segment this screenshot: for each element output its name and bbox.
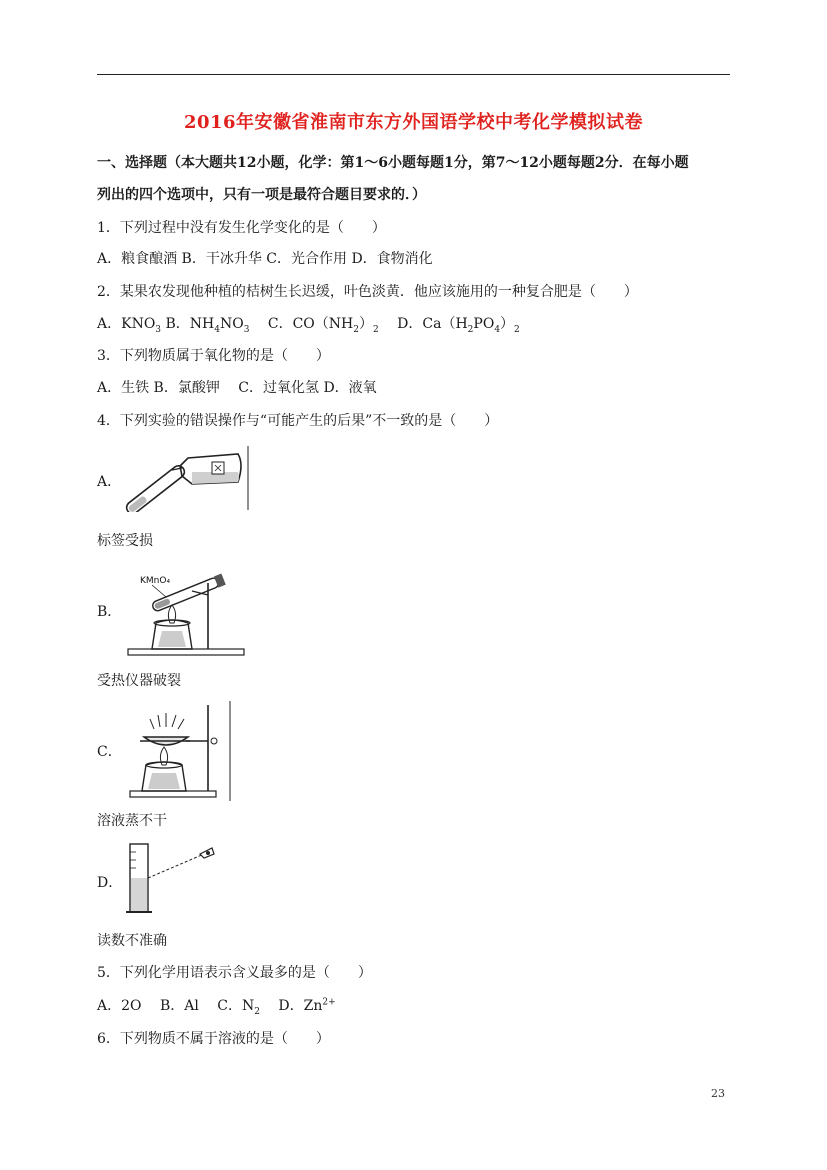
question-2-stem: 2．某果农发现他种植的桔树生长迟缓，叶色淡黄．他应该施用的一种复合肥是（ ） [97,284,638,300]
evaporating-dish-figure [126,701,236,801]
question-5-stem: 5．下列化学用语表示含义最多的是（ ） [97,965,372,981]
question-4-option-c-label: C． [97,744,122,760]
page-title: 2016年安徽省淮南市东方外国语学校中考化学模拟试卷 [183,112,644,133]
heating-kmno4-figure [122,561,246,657]
kmno4-label: KMnO₄ [140,576,171,586]
question-1-options: A．粮食酿酒 B．干冰升华 C．光合作用 D．食物消化 [97,251,433,267]
section-heading-line1: 一、选择题（本大题共12小题，化学：第1～6小题每题1分，第7～12小题每题2分．在每小题 [97,155,689,171]
page-number: 23 [711,1087,725,1100]
question-4-option-d-caption: 读数不准确 [97,933,167,949]
question-4-option-c-caption: 溶液蒸不干 [97,813,167,829]
question-1-stem: 1．下列过程中没有发生化学变化的是（ ） [97,220,386,236]
header-rule [97,74,730,75]
question-3-options: A．生铁 B．氯酸钾 C．过氧化氢 D．液氧 [97,380,377,396]
question-4-option-a-caption: 标签受损 [97,533,153,549]
question-3-stem: 3．下列物质属于氧化物的是（ ） [97,348,330,364]
question-5-options: A．2O B．Al C．$N_2$ D．$Zn^{2+}$ [97,997,336,1017]
question-4-option-b-label: B． [97,604,122,620]
question-6-stem: 6．下列物质不属于溶液的是（ ） [97,1031,330,1047]
question-4-option-b-caption: 受热仪器破裂 [97,673,181,689]
question-4-option-a-label: A． [97,474,122,490]
pouring-liquid-figure [120,444,252,512]
graduated-cylinder-figure [124,838,218,918]
question-4-option-d-label: D． [97,875,123,891]
section-heading-line2: 列出的四个选项中，只有一项是最符合题目要求的．） [97,187,426,203]
question-4-stem: 4．下列实验的错误操作与“可能产生的后果”不一致的是（ ） [97,413,499,429]
question-2-options: A．$KNO_3$ B．$NH_4NO_3$ C．$CO(NH_2)_2$ D．$Ca(H_2PO_4)_2$ [97,316,520,335]
